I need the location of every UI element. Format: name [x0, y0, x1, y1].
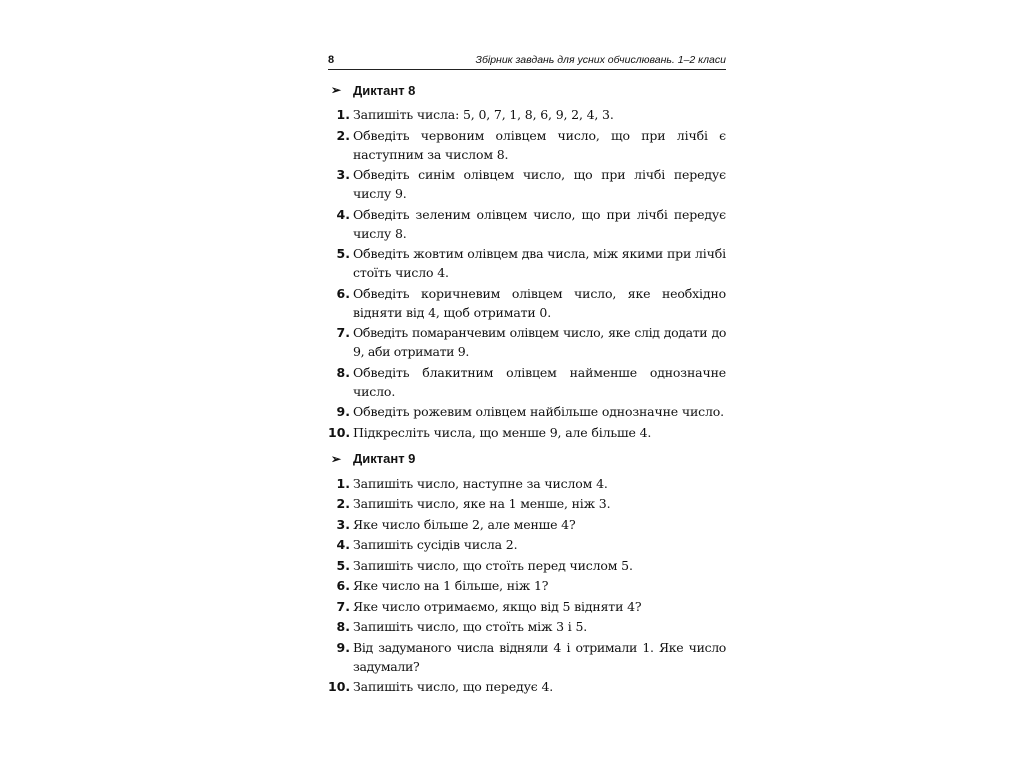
section-title: Диктант 8 [353, 82, 416, 98]
item-text: Запишіть число, що стоїть перед числом 5. [353, 557, 633, 573]
section-title: Диктант 9 [353, 451, 416, 466]
item-text: Запишіть число, наступне за числом 4. [353, 475, 608, 491]
list-item [328, 638, 726, 676]
section-dictation-8 [328, 81, 726, 442]
item-number: 9. [336, 639, 350, 655]
item-number: 5. [336, 246, 350, 261]
item-text: Запишіть число, яке на 1 менше, ніж 3. [353, 496, 611, 511]
item-text: Від задуманого числа відняли 4 і отримали 1. Яке число задумали? [353, 639, 726, 674]
item-text: Обведіть червоним олівцем число, що при лічбі є наступним за числом 8. [353, 127, 726, 162]
arrow-bullet-icon: ➢ [331, 83, 342, 97]
section-dictation-9 [328, 450, 726, 697]
list-item [328, 617, 726, 636]
list-item [328, 494, 726, 513]
item-number: 2. [336, 496, 350, 511]
section-heading [331, 450, 726, 468]
item-number: 10. [328, 424, 351, 440]
list-item [328, 597, 726, 616]
list-item [328, 677, 726, 696]
list-item [328, 205, 726, 243]
list-item [328, 244, 726, 282]
item-text: Запишіть сусідів числа 2. [353, 537, 518, 552]
item-text: Обведіть помаранчевим олівцем число, яке слід додати до 9, аби отримати 9. [353, 325, 726, 359]
list-item [328, 535, 726, 554]
list-item [328, 402, 726, 421]
item-text: Яке число більше 2, але менше 4? [353, 516, 576, 532]
list-item [328, 556, 726, 575]
item-text: Обведіть блакитним олівцем найменше однозначне число. [353, 364, 726, 399]
item-number: 5. [336, 557, 350, 573]
item-text: Обведіть коричневим олівцем число, яке необхідно відняти від 4, щоб отримати 0. [353, 285, 726, 320]
item-text: Запишіть числа: 5, 0, 7, 1, 8, 6, 9, 2, 4, 3. [353, 107, 614, 122]
book-page [328, 52, 726, 698]
item-text: Яке число отримаємо, якщо від 5 відняти 4? [353, 598, 642, 614]
section-heading [331, 81, 726, 99]
item-number: 1. [336, 475, 350, 491]
list-item [328, 165, 726, 203]
page-number: 8 [328, 54, 335, 66]
list-item [328, 363, 726, 401]
item-text: Запишіть число, що стоїть між 3 і 5. [353, 619, 588, 634]
item-number: 3. [336, 516, 350, 532]
item-number: 3. [336, 167, 350, 182]
book-title: Збірник завдань для усних обчислювань. 1–2 класи [475, 54, 726, 66]
item-text: Обведіть синім олівцем число, що при лічбі передує числу 9. [353, 167, 726, 201]
item-number: 8. [336, 619, 350, 634]
item-text: Обведіть зеленим олівцем число, що при лічбі передує числу 8. [353, 206, 726, 241]
item-number: 7. [336, 598, 350, 614]
item-number: 6. [336, 578, 350, 593]
item-number: 8. [336, 364, 350, 380]
list-item [328, 474, 726, 493]
item-number: 4. [336, 206, 350, 222]
running-header [328, 52, 726, 70]
list-item [328, 284, 726, 322]
item-text: Яке число на 1 більше, ніж 1? [353, 578, 549, 593]
item-text: Обведіть рожевим олівцем найбільше однозначне число. [353, 404, 724, 419]
list-item [328, 126, 726, 164]
list-item [328, 576, 726, 595]
item-number: 4. [336, 537, 350, 552]
task-list [328, 474, 726, 697]
item-number: 7. [336, 325, 350, 340]
item-number: 2. [336, 127, 350, 143]
task-list [328, 105, 726, 442]
item-number: 1. [336, 107, 350, 122]
item-number: 10. [328, 679, 351, 694]
arrow-bullet-icon: ➢ [331, 451, 342, 466]
item-number: 6. [336, 285, 350, 301]
list-item [328, 515, 726, 534]
list-item [328, 105, 726, 124]
item-text: Обведіть жовтим олівцем два числа, між якими при лічбі стоїть число 4. [353, 246, 726, 280]
item-text: Запишіть число, що передує 4. [353, 679, 554, 694]
item-text: Підкресліть числа, що менше 9, але більше 4. [353, 424, 652, 440]
list-item [328, 323, 726, 361]
item-number: 9. [336, 404, 350, 419]
list-item [328, 423, 726, 442]
